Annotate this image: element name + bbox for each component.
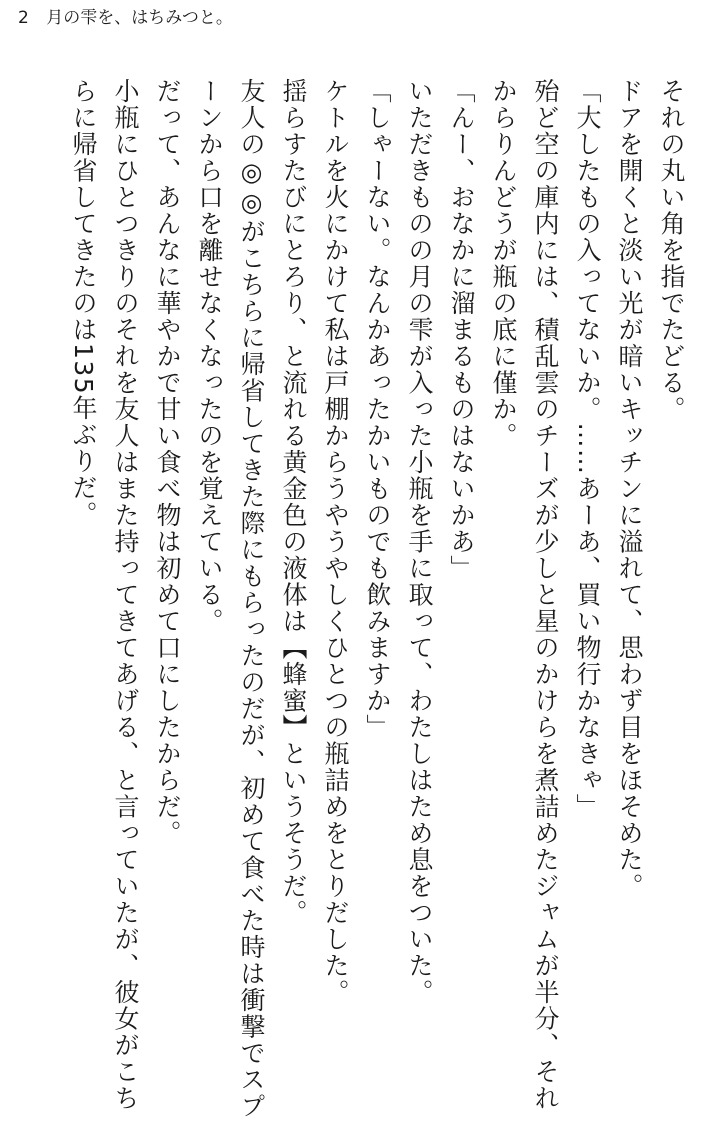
page-number: 2: [18, 8, 29, 28]
paragraph-10: 友人の◎◎がこちらに帰省してきた際にもらったのだが、初めて食べた時は衝撃でスプーンから口を離せなくなったのを覚えている。: [195, 78, 266, 1120]
paragraph-6: いただきものの月の雫が入った小瓶を手に取って、わたしはため息をついた。: [405, 78, 434, 1006]
paragraph-7: 「しゃーない。なんかあったかいものでも飲みますか」: [363, 78, 392, 741]
paragraph-8: ケトルを火にかけて私は戸棚からうやうやしくひとつの瓶詰めをとりだした。: [321, 78, 350, 1006]
paragraph-12: 小瓶にひとつきりのそれを友人はまた持ってきてあげる、と言っていたが、彼女がこちらに帰省してきたのは135年ぶりだ。: [69, 78, 140, 1112]
paragraph-3: 「大したもの入ってないか。……あーあ、買い物行かなきゃ」: [573, 78, 602, 820]
paragraph-5: 「んー、おなかに溜まるものはないかあ」: [447, 78, 476, 582]
paragraph-1: それの丸い角を指でたどる。: [657, 78, 686, 423]
paragraph-4: 殆ど空の庫内には、積乱雲のチーズが少しと星のかけらを煮詰めたジャムが半分、それからりんどうが瓶の底に僅か。: [489, 78, 560, 1112]
paragraph-11: だって、あんなに華やかで甘い食べ物は初めて口にしたからだ。: [153, 78, 182, 847]
paragraph-2: ドアを開くと淡い光が暗いキッチンに溢れて、思わず目をほそめた。: [615, 78, 644, 900]
chapter-title: 月の雫を、はちみつと。: [46, 8, 233, 28]
paragraph-9: 揺らすたびにとろり、と流れる黄金色の液体は【蜂蜜】というそうだ。: [279, 78, 308, 926]
page-body: [62, 78, 692, 1128]
page-header: [18, 6, 233, 30]
